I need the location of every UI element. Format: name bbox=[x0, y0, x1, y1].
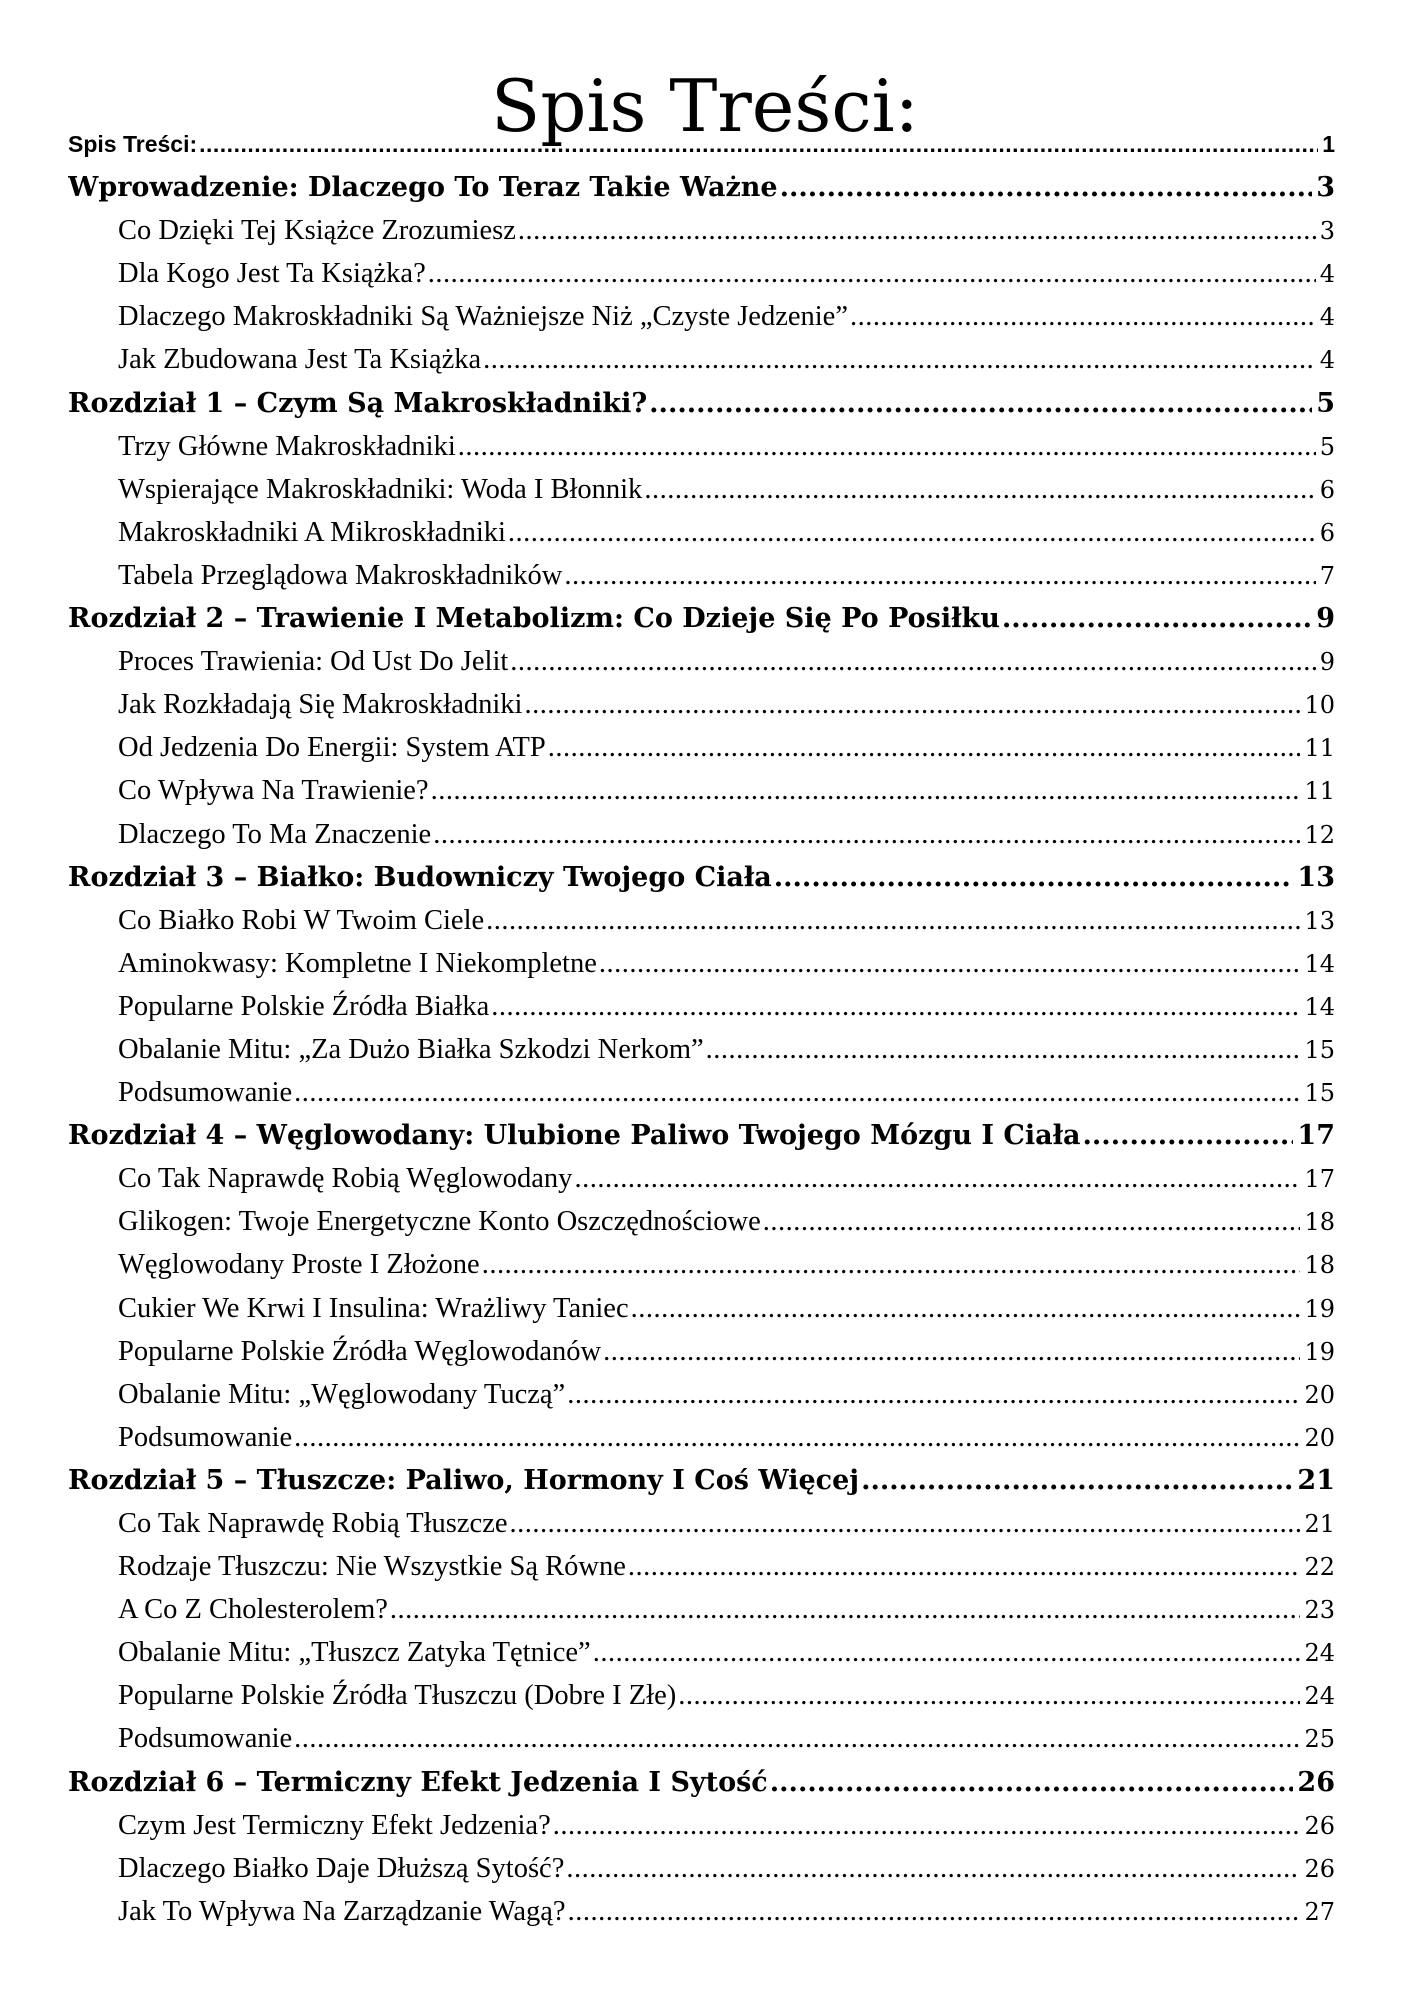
dot-leader bbox=[850, 295, 1316, 338]
toc-entry-page-number: 21 bbox=[1297, 1464, 1335, 1496]
toc-entry-label: Co Dzięki Tej Książce Zrozumiesz bbox=[118, 215, 516, 247]
toc-section-entry[interactable] bbox=[68, 209, 1335, 252]
dot-leader bbox=[706, 1028, 1301, 1071]
toc-entry-page-number: 4 bbox=[1319, 346, 1335, 375]
dot-leader bbox=[599, 942, 1301, 985]
toc-entry-label: Co Białko Robi W Twoim Ciele bbox=[118, 904, 485, 936]
toc-entry-label: Co Tak Naprawdę Robią Tłuszcze bbox=[118, 1508, 508, 1539]
dot-leader bbox=[649, 382, 1312, 425]
toc-entry-page-number: 11 bbox=[1304, 734, 1335, 763]
toc-section-entry[interactable] bbox=[68, 1287, 1335, 1330]
toc-entry-label: Spis Treści: bbox=[68, 131, 198, 157]
dot-leader bbox=[628, 1545, 1301, 1588]
toc-section-entry[interactable] bbox=[68, 1545, 1335, 1588]
toc-section-entry[interactable] bbox=[68, 1890, 1335, 1933]
toc-chapter-entry[interactable] bbox=[68, 1114, 1335, 1157]
toc-entry-label: Popularne Polskie Źródła Białka bbox=[118, 990, 490, 1022]
dot-leader bbox=[780, 166, 1313, 209]
toc-chapter-entry[interactable] bbox=[68, 382, 1335, 425]
dot-leader bbox=[763, 1200, 1301, 1243]
toc-section-entry[interactable] bbox=[68, 425, 1335, 468]
toc-entry-page-number: 7 bbox=[1319, 561, 1335, 590]
toc-entry-page-number: 13 bbox=[1304, 906, 1335, 935]
dot-leader bbox=[1002, 597, 1312, 640]
toc-section-entry[interactable] bbox=[68, 942, 1335, 985]
toc-section-entry[interactable] bbox=[68, 899, 1335, 942]
toc-entry-label: A Co Z Cholesterolem? bbox=[118, 1594, 388, 1626]
dot-leader bbox=[431, 769, 1301, 812]
toc-chapter-entry[interactable] bbox=[68, 1459, 1335, 1502]
dot-leader bbox=[524, 683, 1300, 726]
toc-entry-label: Obalanie Mitu: „Węglowodany Tuczą” bbox=[118, 1378, 566, 1410]
dot-leader bbox=[566, 1847, 1300, 1890]
toc-entry-label: Rozdział 3 – Białko: Budowniczy Twojego Ciała bbox=[68, 861, 772, 893]
toc-section-entry[interactable] bbox=[68, 769, 1335, 812]
dot-leader bbox=[631, 1287, 1301, 1330]
toc-entry-label: Podsumowanie bbox=[118, 1421, 293, 1453]
toc-entry-page-number: 27 bbox=[1304, 1897, 1335, 1926]
toc-entry-label: Popularne Polskie Źródła Tłuszczu (Dobre I Złe) bbox=[118, 1680, 677, 1712]
toc-entry-page-number: 18 bbox=[1304, 1208, 1335, 1237]
toc-entry-page-number: 5 bbox=[1319, 432, 1335, 461]
dot-leader bbox=[486, 899, 1300, 942]
toc-section-entry[interactable] bbox=[68, 640, 1335, 683]
toc-entry-page-number: 3 bbox=[1316, 172, 1335, 204]
toc-entry-label: Jak To Wpływa Na Zarządzanie Wagą? bbox=[118, 1895, 566, 1927]
toc-section-entry[interactable] bbox=[68, 468, 1335, 511]
dot-leader bbox=[564, 554, 1315, 597]
toc-entry-page-number: 13 bbox=[1297, 861, 1335, 893]
toc-entry-label: Cukier We Krwi I Insulina: Wrażliwy Taniec bbox=[118, 1292, 629, 1324]
toc-entry-label: Co Wpływa Na Trawienie? bbox=[118, 775, 429, 807]
toc-section-entry[interactable] bbox=[68, 1804, 1335, 1847]
toc-entry-label: Aminokwasy: Kompletne I Niekompletne bbox=[118, 947, 597, 979]
toc-chapter-entry[interactable] bbox=[68, 166, 1335, 209]
toc-entry-page-number: 26 bbox=[1297, 1766, 1335, 1798]
toc-entry-label: Jak Zbudowana Jest Ta Książka bbox=[118, 344, 482, 376]
toc-entry-page-number: 15 bbox=[1304, 1079, 1335, 1108]
toc-entry-page-number: 4 bbox=[1319, 260, 1335, 289]
dot-leader bbox=[294, 1071, 1300, 1114]
toc-entry-label: Od Jedzenia Do Energii: System ATP bbox=[118, 732, 546, 764]
toc-entry-page-number: 24 bbox=[1304, 1682, 1335, 1711]
toc-entry-label: Rozdział 1 – Czym Są Makroskładniki? bbox=[68, 387, 648, 419]
toc-entry-page-number: 17 bbox=[1297, 1120, 1335, 1152]
dot-leader bbox=[199, 123, 1318, 166]
toc-entry-page-number: 22 bbox=[1304, 1553, 1335, 1582]
toc-section-entry[interactable] bbox=[68, 1330, 1335, 1373]
toc-entry-label: Węglowodany Proste I Złożone bbox=[118, 1249, 480, 1281]
toc-section-entry[interactable] bbox=[68, 1674, 1335, 1717]
toc-entry[interactable] bbox=[68, 123, 1335, 166]
toc-entry-label: Czym Jest Termiczny Efekt Jedzenia? bbox=[118, 1809, 551, 1841]
toc-entry-page-number: 1 bbox=[1322, 131, 1335, 157]
toc-entry-label: Wprowadzenie: Dlaczego To Teraz Takie Ważne bbox=[68, 172, 778, 204]
toc-section-entry[interactable] bbox=[68, 1028, 1335, 1071]
toc-entry-page-number: 17 bbox=[1304, 1165, 1335, 1194]
toc-entry-label: Podsumowanie bbox=[118, 1077, 293, 1109]
dot-leader bbox=[678, 1674, 1300, 1717]
toc-entry-label: Dlaczego To Ma Znaczenie bbox=[118, 818, 432, 850]
toc-section-entry[interactable] bbox=[68, 1588, 1335, 1631]
dot-leader bbox=[567, 1373, 1300, 1416]
toc-entry-label: Podsumowanie bbox=[118, 1723, 293, 1755]
toc-entry-page-number: 21 bbox=[1304, 1510, 1335, 1538]
toc-chapter-entry[interactable] bbox=[68, 597, 1335, 640]
toc-section-entry[interactable] bbox=[68, 1416, 1335, 1459]
toc-entry-label: Rozdział 6 – Termiczny Efekt Jedzenia I Sytość bbox=[68, 1766, 768, 1798]
toc-section-entry[interactable] bbox=[68, 554, 1335, 597]
toc-entry-page-number: 9 bbox=[1316, 603, 1335, 635]
toc-entry-page-number: 19 bbox=[1304, 1337, 1335, 1366]
toc-section-entry[interactable] bbox=[68, 1631, 1335, 1674]
toc-entry-page-number: 11 bbox=[1304, 777, 1335, 806]
toc-entry-label: Rozdział 5 – Tłuszcze: Paliwo, Hormony I Coś Więcej bbox=[68, 1464, 860, 1496]
toc-section-entry[interactable] bbox=[68, 1717, 1335, 1760]
toc-section-entry[interactable] bbox=[68, 683, 1335, 726]
dot-leader bbox=[510, 640, 1315, 683]
dot-leader bbox=[390, 1588, 1301, 1631]
toc-entry-label: Proces Trawienia: Od Ust Do Jelit bbox=[118, 646, 509, 678]
toc-entry-page-number: 18 bbox=[1304, 1251, 1335, 1280]
dot-leader bbox=[428, 252, 1316, 295]
toc-entry-page-number: 6 bbox=[1319, 475, 1335, 504]
dot-leader bbox=[774, 856, 1294, 899]
toc-entry-label: Co Tak Naprawdę Robią Węglowodany bbox=[118, 1163, 573, 1195]
toc-entry-page-number: 9 bbox=[1319, 648, 1335, 677]
toc-section-entry[interactable] bbox=[68, 511, 1335, 554]
toc-entry-page-number: 6 bbox=[1319, 518, 1335, 547]
toc-entry-page-number: 23 bbox=[1304, 1596, 1335, 1625]
dot-leader bbox=[482, 1243, 1301, 1286]
table-of-contents bbox=[68, 123, 1335, 1933]
toc-entry-label: Makroskładniki A Mikroskładniki bbox=[118, 516, 506, 548]
toc-section-entry[interactable] bbox=[68, 338, 1335, 381]
toc-section-entry[interactable] bbox=[68, 252, 1335, 295]
toc-section-entry[interactable] bbox=[68, 1157, 1335, 1200]
dot-leader bbox=[548, 726, 1301, 769]
dot-leader bbox=[574, 1157, 1300, 1200]
toc-entry-page-number: 26 bbox=[1304, 1854, 1335, 1883]
dot-leader bbox=[483, 338, 1316, 381]
toc-entry-label: Obalanie Mitu: „Za Dużo Białka Szkodzi Nerkom” bbox=[118, 1033, 704, 1065]
toc-section-entry[interactable] bbox=[68, 1373, 1335, 1416]
toc-chapter-entry[interactable] bbox=[68, 856, 1335, 899]
toc-section-entry[interactable] bbox=[68, 1071, 1335, 1114]
toc-entry-page-number: 25 bbox=[1304, 1725, 1335, 1754]
toc-section-entry[interactable] bbox=[68, 985, 1335, 1028]
dot-leader bbox=[458, 425, 1316, 468]
dot-leader bbox=[508, 511, 1316, 554]
dot-leader bbox=[491, 985, 1300, 1028]
toc-entry-page-number: 10 bbox=[1304, 691, 1335, 720]
toc-entry-label: Rodzaje Tłuszczu: Nie Wszystkie Są Równe bbox=[118, 1551, 626, 1583]
toc-chapter-entry[interactable] bbox=[68, 1761, 1335, 1804]
toc-section-entry[interactable] bbox=[68, 1200, 1335, 1243]
toc-section-entry[interactable] bbox=[68, 1847, 1335, 1890]
toc-entry-page-number: 3 bbox=[1319, 217, 1335, 246]
toc-section-entry[interactable] bbox=[68, 726, 1335, 769]
toc-entry-page-number: 20 bbox=[1304, 1423, 1335, 1452]
dot-leader bbox=[553, 1804, 1301, 1847]
dot-leader bbox=[510, 1502, 1301, 1545]
dot-leader bbox=[593, 1631, 1301, 1674]
toc-entry-label: Popularne Polskie Źródła Węglowodanów bbox=[118, 1335, 602, 1367]
toc-entry-label: Dlaczego Białko Daje Dłuższą Sytość? bbox=[118, 1852, 565, 1884]
toc-section-entry[interactable] bbox=[68, 813, 1335, 856]
toc-entry-page-number: 5 bbox=[1316, 387, 1335, 419]
toc-entry-page-number: 24 bbox=[1304, 1639, 1335, 1668]
toc-entry-page-number: 20 bbox=[1304, 1380, 1335, 1409]
dot-leader bbox=[770, 1761, 1294, 1804]
dot-leader bbox=[294, 1416, 1300, 1459]
toc-entry-page-number: 4 bbox=[1319, 303, 1335, 332]
toc-entry-page-number: 12 bbox=[1304, 820, 1335, 849]
toc-section-entry[interactable] bbox=[68, 1243, 1335, 1286]
toc-entry-label: Tabela Przeglądowa Makroskładników bbox=[118, 559, 563, 591]
toc-entry-label: Dlaczego Makroskładniki Są Ważniejsze Niż „Czyste Jedzenie” bbox=[118, 301, 848, 333]
dot-leader bbox=[644, 468, 1315, 511]
toc-entry-label: Dla Kogo Jest Ta Książka? bbox=[118, 258, 426, 290]
toc-entry-label: Trzy Główne Makroskładniki bbox=[118, 430, 456, 462]
dot-leader bbox=[603, 1330, 1300, 1373]
dot-leader bbox=[1083, 1114, 1294, 1157]
dot-leader bbox=[294, 1717, 1300, 1760]
toc-section-entry[interactable] bbox=[68, 295, 1335, 338]
dot-leader bbox=[433, 813, 1300, 856]
toc-entry-page-number: 14 bbox=[1304, 992, 1335, 1021]
dot-leader bbox=[518, 209, 1316, 252]
toc-entry-label: Rozdział 4 – Węglowodany: Ulubione Paliwo Twojego Mózgu I Ciała bbox=[68, 1120, 1081, 1152]
toc-entry-label: Obalanie Mitu: „Tłuszcz Zatyka Tętnice” bbox=[118, 1637, 591, 1669]
toc-entry-page-number: 14 bbox=[1304, 949, 1335, 978]
page-title: Spis Treści: bbox=[491, 64, 919, 149]
toc-entry-page-number: 26 bbox=[1304, 1811, 1335, 1840]
toc-entry-label: Wspierające Makroskładniki: Woda I Błonnik bbox=[118, 473, 643, 505]
toc-entry-label: Glikogen: Twoje Energetyczne Konto Oszczędnościowe bbox=[118, 1206, 761, 1238]
toc-entry-page-number: 15 bbox=[1304, 1035, 1335, 1064]
toc-entry-page-number: 19 bbox=[1304, 1294, 1335, 1323]
toc-section-entry[interactable] bbox=[68, 1502, 1335, 1545]
toc-entry-label: Jak Rozkładają Się Makroskładniki bbox=[118, 689, 523, 721]
dot-leader bbox=[568, 1890, 1301, 1933]
toc-entry-label: Rozdział 2 – Trawienie I Metabolizm: Co Dzieje Się Po Posiłku bbox=[68, 603, 1000, 635]
dot-leader bbox=[861, 1459, 1293, 1502]
